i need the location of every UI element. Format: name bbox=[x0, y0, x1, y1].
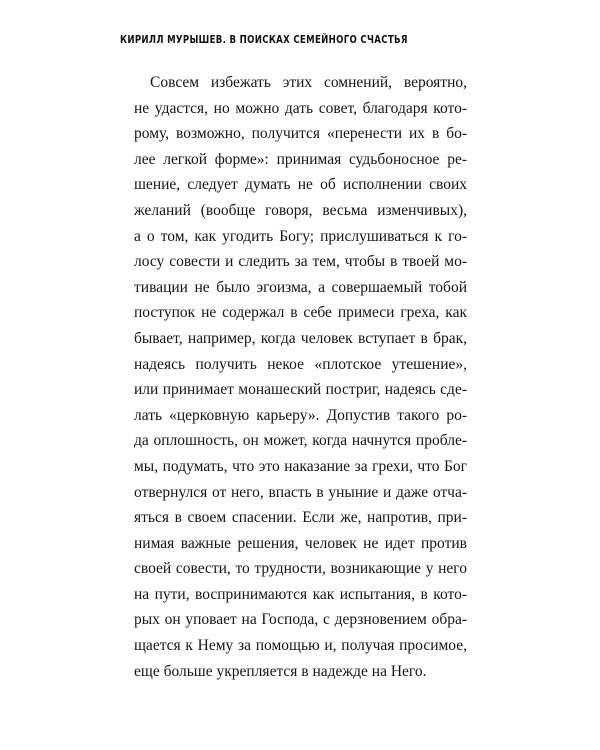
text-line: своей совести, то трудности, возникающие у него bbox=[134, 560, 467, 578]
text-line: шение, следует думать не об исполнении своих bbox=[134, 176, 467, 194]
text-line: надеясь получить некое «плотское утешение», bbox=[134, 355, 467, 373]
text-line: бывает, например, когда человек вступает в брак, bbox=[134, 329, 467, 347]
text-line: рых он уповает на Господа, с дерзновением обра- bbox=[134, 611, 467, 629]
text-line: лосу совести и следить за тем, чтобы в твоей мо- bbox=[134, 253, 467, 271]
text-line: щается к Нему за помощью и, получая просимое, bbox=[134, 637, 467, 655]
body-paragraph bbox=[134, 70, 467, 684]
text-line: лее легкой форме»: принимая судьбоносное ре- bbox=[134, 150, 467, 168]
text-line: поступок не содержал в себе примеси греха, как bbox=[134, 304, 467, 322]
text-line: на пути, воспринимаются как испытания, в кото- bbox=[134, 585, 467, 603]
text-line: нимая важные решения, человек не идет против bbox=[134, 534, 467, 552]
text-line: лать «церковную карьеру». Допустив такого ро- bbox=[134, 406, 467, 424]
text-line: яться в своем спасении. Если же, напротив, при- bbox=[134, 509, 467, 527]
text-line: не удастся, но можно дать совет, благодаря кото- bbox=[134, 99, 467, 117]
text-line: желаний (вообще говоря, весьма изменчивых), bbox=[134, 201, 467, 219]
text-line: Совсем избежать этих сомнений, вероятно, bbox=[150, 74, 467, 91]
text-line: рому, возможно, получится «перенести их в бо- bbox=[134, 125, 467, 143]
text-line: да оплошность, он может, когда начнутся пробле- bbox=[134, 432, 467, 450]
running-head: КИРИЛЛ МУРЫШЕВ. В ПОИСКАХ СЕМЕЙНОГО СЧАСТЬЯ bbox=[120, 33, 408, 46]
text-line: а о том, как угодить Богу; прислушиваться к го- bbox=[134, 227, 467, 245]
text-line: еще больше укрепляется в надежде на Него. bbox=[134, 662, 427, 680]
text-line: мы, подумать, что это наказание за грехи, что Бог bbox=[134, 457, 467, 475]
text-line: тивации не было эгоизма, а совершаемый тобой bbox=[134, 278, 467, 296]
text-line: отвернулся от него, впасть в уныние и даже отча- bbox=[134, 483, 467, 501]
text-line: или принимает монашеский постриг, надеясь сде- bbox=[134, 381, 467, 399]
